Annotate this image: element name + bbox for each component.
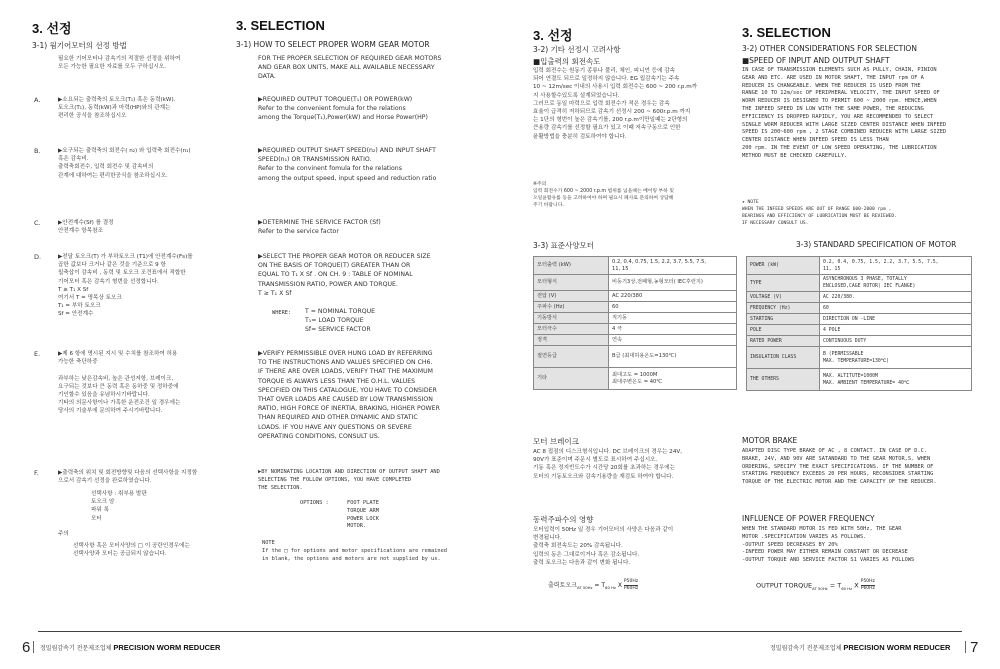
spec-key: 절연등급: [534, 346, 609, 368]
formula-fraction: [861, 579, 875, 592]
item-a-ko: ▶소요되는 출력축의 토오크(T₁) 혹은 동력(kW). 토오크(T₁), 동력(kW)과 마력(HP)와의 관계는 편리한 공식을 참조하십시오: [58, 97, 176, 120]
item-e-ko: ▶제 6 항에 명시된 지시 및 수치를 참조하여 허용 가능한 축단하중 과부하는 낮은감속비, 높은 관성저항, 브레이크, 요구되는 것보다 큰 동력 혹은 동하중 및 정하중에 기인할수 있음을 유념하시기바랍니다. 기타의 의문사항이나 가혹한 운전조건 일 경우에는 당사의 기술부에 문의하여 주시기바랍니다.: [58, 351, 181, 415]
footer-rule: [500, 631, 962, 632]
heading-ko: 3. 선정: [533, 28, 573, 43]
subheading-en: 3-2) OTHER CONSIDERATIONS FOR SELECTION: [742, 44, 917, 53]
intro-ko: 필요한 기어모터나 감속기의 적절한 선정을 위하여 모든 가능한 필요한 자료를 모두 구하십시오.: [58, 56, 181, 71]
spec-table-ko: [533, 256, 737, 390]
spec-key: THE OTHERS: [747, 369, 820, 391]
spec-value: 비동기3상,전폐형,농형모터( IEC후런지): [609, 275, 737, 291]
formula-ko: [548, 579, 638, 592]
item-d-definitions: T = NOMINAL TORQUE T₁= LOAD TORQUE Sf= SERVICE FACTOR: [305, 308, 376, 334]
formula-t-sub: 60 Hz: [841, 585, 853, 591]
spec-row: [534, 275, 737, 291]
speed-note-en: ★ NOTE WHEN THE INFEED SPEEDS ARE OUT OF RANGE 600-2000 rpm , BEARINGS AND EFFICIENCY OF LUBRICATION MUST BE REVIEWED. IF NECESSARY CONSULT US.: [742, 200, 897, 226]
page-number: 6: [22, 639, 31, 656]
spec-key: POWER (kW): [747, 257, 820, 275]
formula-x: X: [617, 582, 622, 589]
formula-numerator: P50Hz: [860, 579, 875, 584]
item-c-en: ▶DETERMINE THE SERVICE FACTOR (Sf) Refer to the service factor: [258, 219, 381, 236]
spec-row: [534, 291, 737, 302]
item-f-en: ▶BY NOMINATING LOCATION AND DIRECTION OF OUTPUT SHAFT AND SELECTING THE FOLLOW OPTIONS, YOU HAVE COMPLETED THE SELECTION.: [258, 469, 440, 491]
spec-row: [747, 369, 972, 391]
footer-text: [40, 643, 220, 652]
spec-value: 4 극: [609, 324, 737, 335]
spec-key: 기동방식: [534, 313, 609, 324]
heading-en: 3. SELECTION: [742, 25, 831, 40]
spec-key: 모터출력 (kW): [534, 257, 609, 275]
spec-key: POLE: [747, 325, 820, 336]
spec-value: 최대고도 = 1000M 최대주변온도 = 40℃: [609, 368, 737, 390]
item-c-ko: ▶안전계수(Sf) 를 결정 안전계수 항목참조: [58, 220, 114, 235]
formula-eq: = T: [829, 581, 842, 590]
spec-value: ASYNCHRONOUS 3 PHASE, TOTALLY ENCLOSED,CAGE ROTOR( IEC FLANGE): [820, 275, 972, 292]
speed-text-en: IN CASE OF TRANSMISSION ELEMENTS SUCH AS PULLY, CHAIN, PINION GEAR AND ETC. ARE USED IN MOTOR SHAFT, THE INPUT rpm OF A REDUCER IS CHANGEABLE. WHEN THE REDUCER IS USED FROM THE RANGE 10 TO 12m/sec OF PERIPHERAL VELOCITY, THE INPUT SPEED OF WORM REDUCER IS DESIGNED TO PERMIT 600 ~ 2000 rpm. HENCE,WHEN THE INFEED SPEED IN LOW WITH THE SAME POWER, THE REDUCING EFFICIENCY IS DROPPED RAPIDLY, YOU ARE RECOMMENDED TO SELECT SINGLE WORM REDUCER WITH LARGE SIZED CENTER DISTANCE WHEN INFEED SPEED IS 200~600 rpm , 2 STAGE COMBINED REDUCER WITH LARGE SIZED CENTER DISTANCE WHEN INFEED SPEED IS LESS THAN 200 rpm. IN THE EVENT OF LOW SPEED OPERATING, THE LUBRICATION METHOD MUST BE CHECKED CAREFULLY.: [742, 67, 947, 159]
item-letter: F.: [34, 469, 39, 477]
spec-value: DIRECTION ON -LINE: [820, 314, 972, 325]
spec-key: 정격: [534, 335, 609, 346]
spec-key: 전압 (V): [534, 291, 609, 302]
spec-row: [534, 313, 737, 324]
spec-row: [534, 257, 737, 275]
spec-value: B (PERMISSABLE MAX. TEMPERATURE=130℃): [820, 347, 972, 369]
footer-rule: [38, 631, 500, 632]
formula-en: [756, 579, 875, 592]
item-letter: B.: [34, 147, 41, 155]
spec-table-en: [746, 256, 972, 391]
item-b-en: ▶REQUIRED OUTPUT SHAFT SPEED(n₂) AND INPUT SHAFT SPEED(n₁) OR TRANSMISSION RATIO. Refer to the convinent fomula for the relations among the output speed, input speed and reduction ratio: [258, 147, 437, 182]
spec-value: 4 POLE: [820, 325, 972, 336]
item-f-en-options: FOOT PLATE TORQUE ARM POWER LOCK MOTOR.: [347, 500, 379, 530]
subheading-en: 3-1) HOW TO SELECT PROPER WORM GEAR MOTOR: [236, 40, 430, 49]
spec-value: CONTINUOUS DUTY: [820, 336, 972, 347]
spec-row: [747, 303, 972, 314]
footer-divider: [33, 641, 34, 653]
item-letter: A.: [34, 96, 41, 104]
formula-sub: AT 50Hz: [812, 585, 828, 591]
spec-row: [747, 347, 972, 369]
footer-en: PRECISION WORM REDUCER: [843, 643, 951, 652]
item-f-en-note: NOTE If the □ for options and motor specifications are remained in blank, the options and motors are not supplied by us.: [262, 540, 447, 562]
speed-text-ko: 입력 회전수는 원동기 종류나 풀리, 체인, 피니언 등에 감속 되어 연결도 되므로 일정하지 않습니다. EG 웜감속기는 주속 10 ~ 12m/sec 이내의 사용시 입력 회전수는 600 ~ 200 r.p.m까 지 사용할수있도록 설계되었습니다. 그러므로 동일 마력으로 입력 회전수가 적은 경우는 감속 효율이 급격히 저하되므로 감속기 선정시 200 ~ 600r.p.m 까지 는 1단의 형번이 높은 감속기를, 200 r.p.m이만일때는 2단형의 큰용량 감속기를 선정할 필요가 있고 이때 저속구동으로 인한 윤활방법을 충분히 검토하여야 합니다.: [533, 68, 698, 140]
spec-row: [747, 292, 972, 303]
spec-row: [534, 302, 737, 313]
formula-t-sub: 60 Hz: [605, 585, 616, 591]
formula-label: 출력토오크: [548, 582, 577, 589]
spec-row: [747, 336, 972, 347]
item-d-en: ▶SELECT THE PROPER GEAR MOTOR OR REDUCER SIZE ON THE BASIS OF TORQUE(T) GREATER THAN OR EQUAL TO T₁ X Sf . ON CH. 9 : TABLE OF NOMINAL TRANSMISSION RATIO, POWER AND TORQUE. T ≥ T₁ X Sf: [258, 253, 431, 297]
spec-value: B급 (최대허용온도=130℃): [609, 346, 737, 368]
spec-row: [534, 324, 737, 335]
speed-note-ko: ※주의 입력 회전수가 600 ~ 2000 r.p.m 범위를 넘을때는 베어링 부하 및 오일윤활유를 등을 고려하여야 하며 필요시 폐사로 문의하여 상담해 주기 바랍니다.: [533, 182, 674, 208]
spec-value: 연속: [609, 335, 737, 346]
footer-en: PRECISION WORM REDUCER: [113, 643, 221, 652]
item-letter: C.: [34, 219, 41, 227]
spec-row: [747, 325, 972, 336]
spec-value: 60: [820, 303, 972, 314]
freq-heading-en: INFLUENCE OF POWER FREQUENCY: [742, 514, 875, 523]
item-f-ko: ▶출력축의 위치 및 회전방향및 다음의 선택사항을 지정함 으로서 감속기 선정을 완료하였습니다.: [58, 470, 198, 485]
brake-heading-ko: 모터 브레이크: [533, 437, 579, 446]
page-number: 7: [970, 639, 979, 656]
footer-ko: 정밀웜감속기 전문제조업체: [40, 645, 112, 652]
item-letter: E.: [34, 350, 41, 358]
item-e-en: ▶VERIFY PERMISSIBLE OVER HUNG LOAD BY REFERRING TO THE INSTRUCTIONS AND VALUES SPECIFIED ON CH6. IF THERE ARE OVER LOADS, VERIFY THAT THE MAXIMUM TORQUE IS ALWAYS LESS THAN THE O.H.L. VALUES SPECIFIED ON THIS CATALOGUE, YOU HAVE TO CONSIDER THAT OVER LOADS ARE CAUSED BY LOW TRANSMISSION RATIO, HIGH FORCE OF INERTIA, BRAKING, HIGHER POWER THAN REQUIRED AND OTHER DYNAMIC AND STATIC LOADS. IF YOU HAVE ANY QUESTIONS OR SEVERE OPERATING CONDITIONS, CONSULT US.: [258, 350, 440, 440]
spec-value: AC 220/380: [609, 291, 737, 302]
item-d-ko: ▶전달 토오크(T) 가 부하토오크 (T1)에 안전계수(Fs)를 곱한 값보다 크거나 같은 것을 기준으로 9 항 웜축삽이 감속비 , 동력 및 토오크 조견표에서 적합한 기어모터 혹은 감속기 형번을 선정합니다. T ≥ T₁ X Sf 여기서 T = 명목상 토오크 T₁ = 부하 토오크 Sf = 안전계수: [58, 254, 193, 318]
spec-row: [747, 314, 972, 325]
footer-text: [770, 643, 950, 652]
freq-heading-ko: 동력주파수의 영향: [533, 515, 594, 524]
formula-label: OUTPUT TORQUE: [756, 581, 813, 590]
freq-text-ko: 모터입력이 50Hz 일 경우 기어모터의 사양은 다음과 같이 변경됩니다. 출력축 회전속도는 20% 감속됩니다. 입력의 동은 그대로이거나 혹은 감소됩니다. 출력 토오크는 다음과 같이 변화 됩니다.: [533, 527, 674, 566]
item-f-ko-options: 선택사항 : 취부용 발판 토오크 암 파워 록 모터: [91, 491, 147, 522]
formula-x: X: [854, 581, 859, 590]
item-f-en-options-label: OPTIONS :: [300, 500, 329, 506]
intro-en: FOR THE PROPER SELECTION OF REQUIRED GEAR MOTORS AND GEAR BOX UNITS, MAKE ALL AVAILABLE NECESSARY DATA.: [258, 55, 442, 81]
spec-row: [747, 275, 972, 292]
spec-value: 60: [609, 302, 737, 313]
subheading-ko: 3-2) 기타 선정시 고려사항: [533, 45, 621, 54]
footer-ko: 정밀웜감속기 전문제조업체: [770, 645, 842, 652]
spec-value: 직기동: [609, 313, 737, 324]
item-b-ko: ▶요구되는 출력축의 회전수( n₂) 와 입력축 회전수(n₁) 혹은 감속비. 출력축회전수, 입력 회전수 및 감속비의 관계에 대하여는 편리한공식을 참조하십시오.: [58, 148, 191, 179]
spec-heading-ko: 3-3) 표준사양모터: [533, 241, 595, 250]
spec-key: 모터극수: [534, 324, 609, 335]
freq-text-en: WHEN THE STANDARD MOTOR IS FED WITH 50Hz, THE GEAR MOTOR .SPECIFICATION VARIES AS FOLLOWS. -OUTPUT SPEED DECREASES BY 20% -INFEED POWER MAY EITHER REMAIN CONSTANT OR DECREASE -OUTPUT TORQUE AND SERVICE FACTOR S1 VARIES AS FOLLOWS: [742, 526, 915, 564]
spec-key: RATED POWER: [747, 336, 820, 347]
speed-heading-en: ■SPEED OF INPUT AND OUTPUT SHAFT: [742, 56, 890, 65]
item-f-ko-note-label: 주의: [58, 531, 69, 537]
heading-en: 3. SELECTION: [236, 18, 325, 33]
spec-key: TYPE: [747, 275, 820, 292]
formula-numerator: P50Hz: [623, 579, 639, 584]
item-a-en: ▶REQUIRED OUTPUT TORQUE(T₁) OR POWER(kW) Refer to the convenient fomula for the relations among the Torque(T₁),Power(kW) and Horse Power(HP): [258, 96, 428, 122]
heading-ko: 3. 선정: [32, 21, 72, 36]
formula-denominator: P60Hz: [860, 586, 875, 591]
spec-row: [534, 368, 737, 390]
item-f-ko-note: 선택사항 혹은 모터사양의 □ 이 공란인경우에는 선택사양과 모터는 공급되지 않습니다.: [73, 543, 190, 558]
spec-heading-en: 3-3) STANDARD SPECIFICATION OF MOTOR: [796, 240, 957, 249]
spec-key: STARTING: [747, 314, 820, 325]
spec-value: 0.2, 0.4, 0.75, 1.5, 2.2, 3.7, 5.5, 7.5, 11, 15: [820, 257, 972, 275]
item-letter: D.: [34, 253, 42, 261]
formula-sub: AT 50Hz: [576, 585, 593, 591]
formula-fraction: [624, 579, 638, 592]
brake-text-en: ADAPTED DISC TYPE BRAKE OF AC , 8 CONTACT. IN CASE OF D.C. BRAKE, 24V, AND 90V ARE SATANDARD TO THE GEAR MOTOR,S. WHEN ORDERING, SPECIFY THE EXACT SPECIFICATIONS. IF THE NUMBER OF STARTING FREQUENCY EXCEEDS 20 PER HOURS, RECONSIDER STARTING TORQUE OF THE ELECTRIC MOTOR AND THE CAPACITY OF THE REDUCER.: [742, 448, 937, 486]
spec-key: INSULATION CLASS: [747, 347, 820, 369]
spec-key: 모터형식: [534, 275, 609, 291]
item-d-where: WHERE:: [272, 310, 292, 316]
spec-key: 주파수 (Hz): [534, 302, 609, 313]
spec-row: [534, 335, 737, 346]
formula-denominator: P60Hz: [623, 586, 639, 591]
brake-heading-en: MOTOR BRAKE: [742, 436, 798, 445]
formula-eq: = T: [594, 582, 606, 589]
spec-key: 기타: [534, 368, 609, 390]
subheading-ko: 3-1) 웜기어모터의 선정 방법: [32, 41, 127, 50]
spec-key: FREQUENCY (Hz): [747, 303, 820, 314]
footer-divider: [965, 641, 966, 653]
spec-value: MAX. ALTITUTE=1000M MAX. AMBIENT TEMPERATURE= 40℃: [820, 369, 972, 391]
page-7: [500, 0, 1000, 669]
brake-text-ko: AC 8 접점의 디스크형식입니다. DC 브레이크의 경우는 24V, 90V가 표준이며 주문시 별도로 표시하여 주십시오. 기동 혹은 정지빈도수가 시간당 20회를 초과하는 경우에는 모터의 기동토오크와 감속기용량을 재검토 하여야 합니다.: [533, 449, 683, 480]
spec-value: 0.2, 0.4, 0.75, 1.5, 2.2, 3.7, 5.5, 7.5, 11, 15: [609, 257, 737, 275]
spec-key: VOLTAGE (V): [747, 292, 820, 303]
spec-row: [534, 346, 737, 368]
spec-row: [747, 257, 972, 275]
speed-heading-ko: ■입출력의 회전속도: [533, 57, 601, 66]
spec-value: AC 220/380.: [820, 292, 972, 303]
